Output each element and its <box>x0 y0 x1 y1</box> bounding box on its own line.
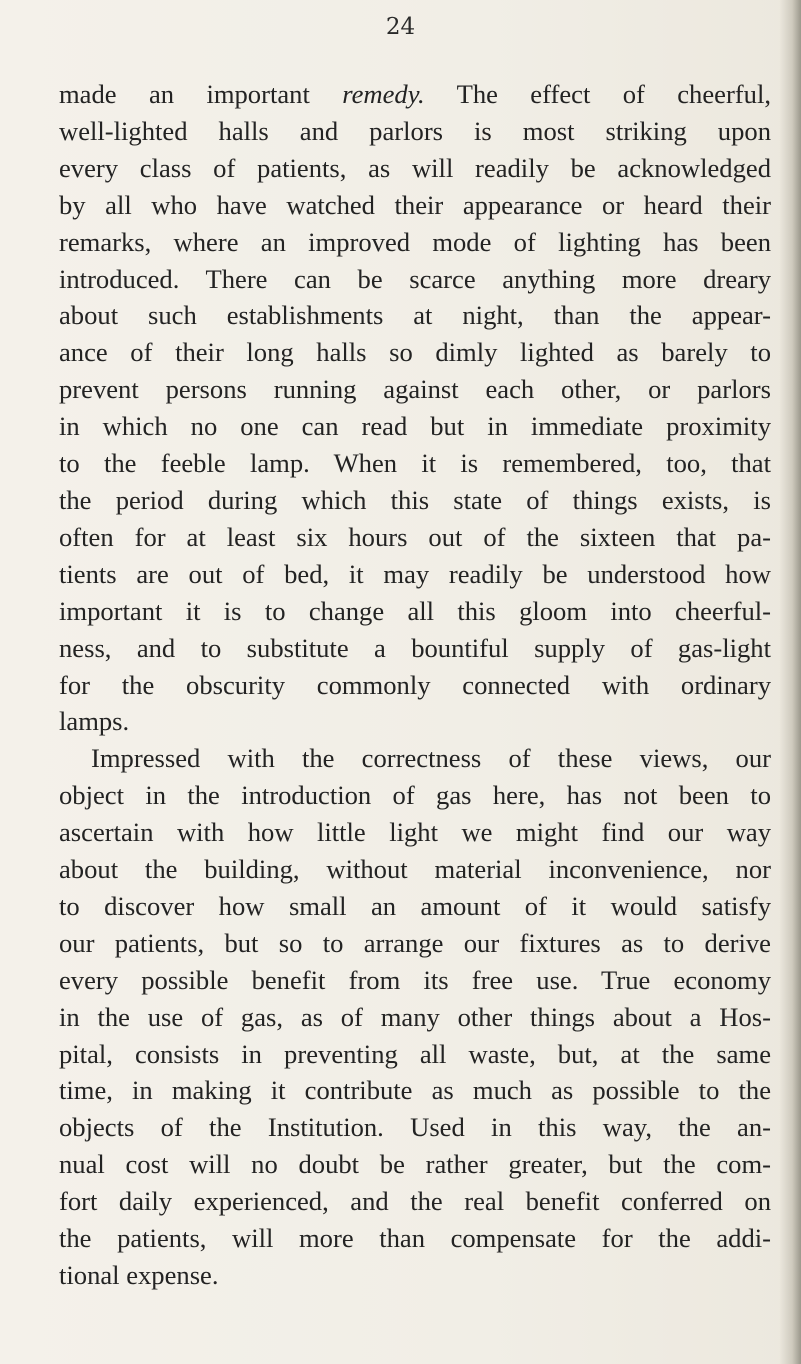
text-line <box>59 999 771 1036</box>
body-text <box>59 76 771 1294</box>
text-line <box>59 888 771 925</box>
text-segment: time, in making it contribute as much as possible to the <box>59 1075 771 1106</box>
text-segment: ascertain with how little light we might find our way <box>59 817 771 848</box>
text-segment: about the building, without material inconvenience, nor <box>59 854 771 885</box>
text-segment: object in the introduction of gas here, has not been to <box>59 780 771 811</box>
text-line <box>59 224 771 261</box>
text-segment: important it is to change all this gloom into cheerful- <box>59 595 771 626</box>
text-segment: well-lighted halls and parlors is most striking upon <box>59 115 771 146</box>
text-line <box>59 814 771 851</box>
text-segment: made an important <box>59 79 343 109</box>
text-segment: to the feeble lamp. When it is remembered, too, that <box>59 448 771 479</box>
text-line <box>59 482 771 519</box>
text-line <box>59 777 771 814</box>
text-segment: every class of patients, as will readily be acknowledged <box>59 152 771 183</box>
text-segment: the period during which this state of things exists, is <box>59 484 771 515</box>
text-line <box>59 371 771 408</box>
text-segment: prevent persons running against each other, or parlors <box>59 374 771 405</box>
text-line <box>59 150 771 187</box>
text-segment: tients are out of bed, it may readily be understood how <box>59 558 771 589</box>
text-line <box>59 1257 771 1294</box>
text-segment: remedy. <box>342 79 425 109</box>
text-line <box>59 408 771 445</box>
text-segment: nual cost will no doubt be rather greater, but the com- <box>59 1149 771 1180</box>
text-segment: to discover how small an amount of it would satisfy <box>59 890 771 921</box>
text-segment: the patients, will more than compensate for the addi- <box>59 1223 771 1254</box>
text-segment: fort daily experienced, and the real benefit conferred on <box>59 1186 771 1217</box>
text-line <box>59 334 771 371</box>
text-line <box>59 261 771 298</box>
text-segment: remarks, where an improved mode of lighting has been <box>59 226 771 257</box>
text-line <box>59 667 771 704</box>
text-line <box>59 740 771 777</box>
text-segment: for the obscurity commonly connected with ordinary <box>59 669 771 700</box>
text-segment: by all who have watched their appearance or heard their <box>59 189 771 220</box>
text-line <box>59 1220 771 1257</box>
text-line <box>59 519 771 556</box>
text-line <box>59 1183 771 1220</box>
text-segment: often for at least six hours out of the sixteen that pa- <box>59 521 771 552</box>
text-line <box>59 630 771 667</box>
text-line <box>59 76 771 113</box>
page-number: 24 <box>385 14 416 40</box>
text-segment: every possible benefit from its free use. True economy <box>59 964 771 995</box>
text-line <box>59 445 771 482</box>
text-segment: introduced. There can be scarce anything more dreary <box>59 263 771 294</box>
text-line <box>59 703 771 740</box>
text-segment: Impressed with the correctness of these views, our <box>91 743 771 774</box>
text-line <box>59 1072 771 1109</box>
text-line <box>59 851 771 888</box>
text-segment: tional expense. <box>59 1260 219 1290</box>
text-line <box>59 962 771 999</box>
text-segment: ance of their long halls so dimly lighted as barely to <box>59 337 771 368</box>
text-segment: ness, and to substitute a bountiful supply of gas-light <box>59 632 771 663</box>
text-line <box>59 113 771 150</box>
text-line <box>59 1109 771 1146</box>
text-segment: our patients, but so to arrange our fixtures as to derive <box>59 927 771 958</box>
text-line <box>59 556 771 593</box>
text-segment: about such establishments at night, than the appear- <box>59 300 771 331</box>
text-line <box>59 1036 771 1073</box>
text-line <box>59 1146 771 1183</box>
text-segment: in which no one can read but in immediate proximity <box>59 411 771 442</box>
text-line <box>59 593 771 630</box>
text-line <box>59 187 771 224</box>
text-segment: lamps. <box>59 706 130 737</box>
text-segment: in the use of gas, as of many other things about a Hos- <box>59 1001 771 1032</box>
text-segment: pital, consists in preventing all waste, but, at the same <box>59 1038 771 1069</box>
text-segment: objects of the Institution. Used in this way, the an- <box>59 1112 771 1143</box>
text-line <box>59 297 771 334</box>
page-edge-shadow <box>779 0 801 1364</box>
text-line <box>59 925 771 962</box>
text-segment: The effect of cheerful, <box>424 79 771 109</box>
